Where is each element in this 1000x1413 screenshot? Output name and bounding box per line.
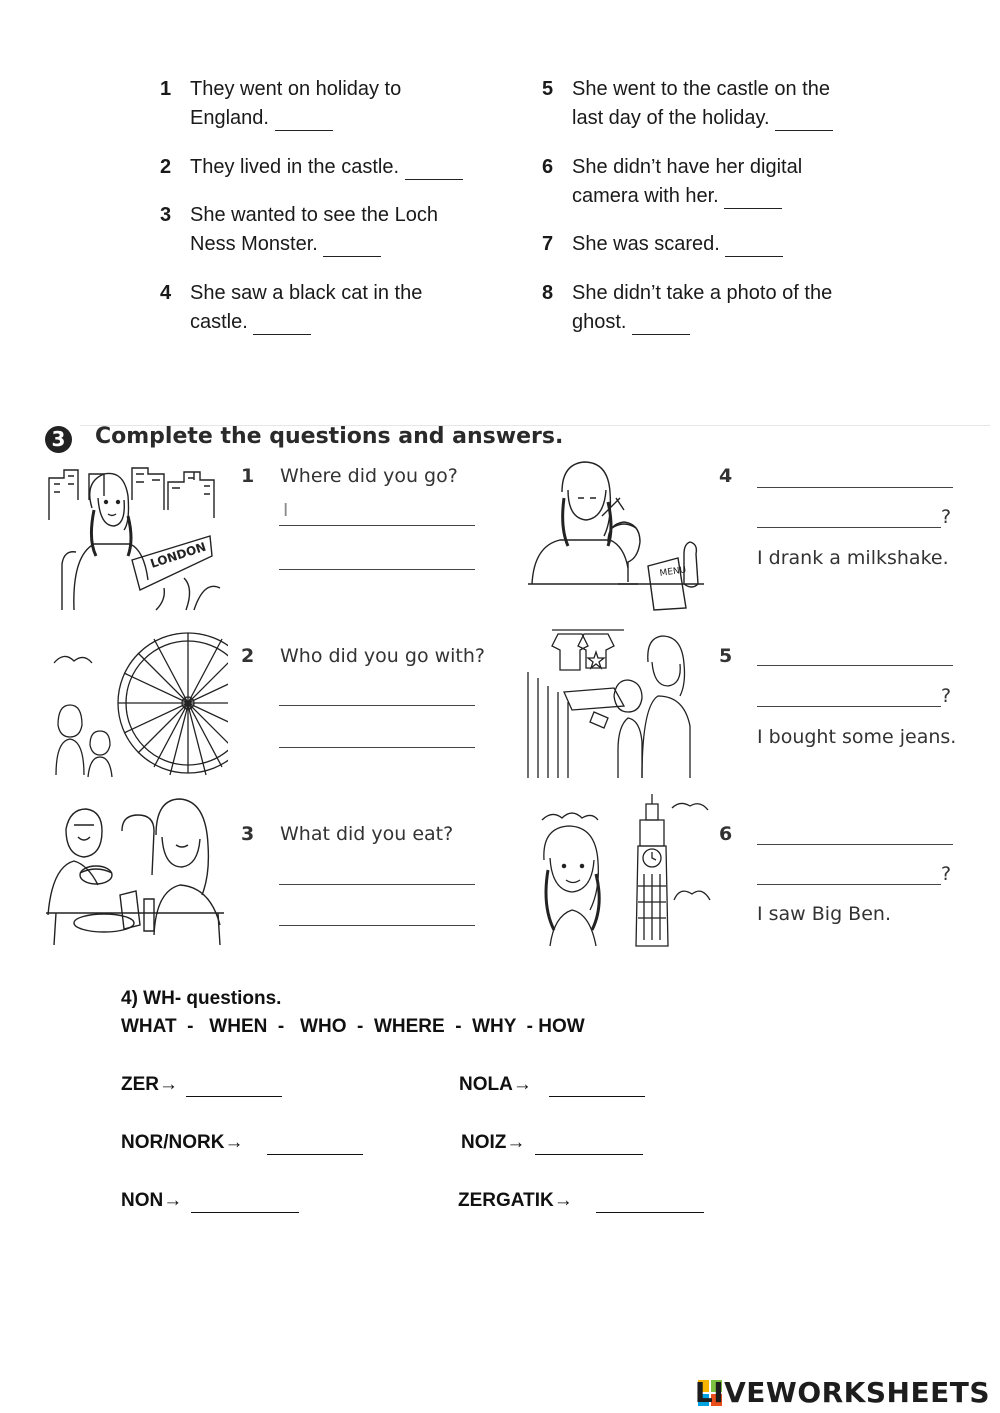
chair-back [122,815,154,875]
statement-text: England. [190,107,269,129]
wh-label-zergatik: ZERGATIK→ [458,1190,573,1211]
clothes-rack [528,630,624,778]
statement-number: 8 [542,282,554,304]
wh-blank-nola[interactable] [549,1074,645,1097]
wh-word-list: WHAT - WHEN - WHO - WHERE - WHY - HOW [121,1016,585,1037]
wh-blank-zergatik[interactable] [596,1190,704,1213]
q6-question-line-2[interactable] [757,862,941,885]
wh-blank-nor-nork[interactable] [267,1132,363,1155]
q1-answer-line-2[interactable] [279,547,475,570]
menu-and-bottle [120,891,154,931]
question-mark: ? [941,863,952,885]
statement-text: She saw a black cat in the [190,282,423,304]
wh-label-noiz: NOIZ→ [461,1132,526,1153]
cloud-right [672,803,708,810]
bush-scribble [194,586,220,610]
q1-answer-line-1[interactable] [279,503,475,526]
wh-label-nola: NOLA→ [459,1074,532,1095]
pepper-grinder [684,542,698,587]
cloud-scribble [54,656,92,663]
q3-answer-line-1[interactable] [279,862,475,885]
woman-figure [154,799,220,935]
picture-eating-burger [44,795,226,945]
picture-london-eye [50,625,228,780]
picture-milkshake [528,458,704,613]
statement-6 [542,153,872,213]
question-number: 3 [241,823,255,845]
two-girls [56,705,112,777]
section4-title: 4) WH- questions. [121,988,282,1009]
ferris-wheel [118,633,228,775]
answer-blank-1[interactable] [275,108,333,131]
statement-4 [160,279,490,339]
city-buildings [49,468,214,520]
q3-answer-line-2[interactable] [279,903,475,926]
section-title: Complete the questions and answers. [95,424,564,449]
statement-text: They went on holiday to [190,78,402,100]
wh-label-non: NON→ [121,1190,183,1211]
clock-tower [636,794,668,946]
statement-text: castle. [190,311,248,333]
wh-label-zer: ZER→ [121,1074,178,1095]
girl-with-burger [48,809,112,915]
answer-blank-5[interactable] [775,108,833,131]
q2-answer-line-1[interactable] [279,683,475,706]
q4-question-line-1[interactable] [757,465,953,488]
q2-answer-line-2[interactable] [279,725,475,748]
question-number: 4 [719,465,733,487]
liveworksheets-logo: LIVEWORKSHEETS [694,1376,990,1409]
question-text: Where did you go? [280,465,458,487]
map-sign [132,536,212,610]
answer-text: I drank a milkshake. [757,547,949,569]
statement-text: She was scared. [572,233,720,255]
statement-8 [542,279,872,339]
statement-number: 3 [160,204,172,226]
statement-text: ghost. [572,311,627,333]
statement-text: She didn’t take a photo of the [572,282,833,304]
wh-blank-non[interactable] [191,1190,299,1213]
question-mark: ? [941,506,952,528]
statement-text: They lived in the castle. [190,156,399,178]
statement-text: She didn’t have her digital [572,156,803,178]
answer-blank-3[interactable] [323,234,381,257]
q5-question-line-2[interactable] [757,684,941,707]
girl-figure [62,473,148,610]
statement-number: 7 [542,233,554,255]
statement-7 [542,230,872,260]
question-text: Who did you go with? [280,645,486,667]
question-mark: ? [941,685,952,707]
wh-blank-zer[interactable] [186,1074,282,1097]
answer-blank-4[interactable] [253,312,311,335]
answer-text: I saw Big Ben. [757,903,891,925]
question-number: 5 [719,645,733,667]
statement-2 [160,153,500,183]
statement-number: 1 [160,78,172,100]
question-number: 1 [241,465,255,487]
q6-question-line-1[interactable] [757,822,953,845]
wh-label-nor-nork: NOR/NORK→ [121,1132,244,1153]
statement-text: Ness Monster. [190,233,318,255]
answer-blank-8[interactable] [632,312,690,335]
statement-text: She wanted to see the Loch [190,204,438,226]
statement-text: She went to the castle on the [572,78,830,100]
answer-text: I bought some jeans. [757,726,957,748]
tree-scribble [674,891,710,900]
cloud-left [542,813,598,820]
statement-3 [160,201,490,261]
map-sign-text: LONDON [148,539,208,571]
picture-shopping [524,622,704,780]
menu-card-text: MENU [659,565,687,579]
question-text: What did you eat? [280,823,454,845]
answer-blank-6[interactable] [724,186,782,209]
girl-figure [544,826,599,946]
statement-number: 4 [160,282,172,304]
answer-blank-7[interactable] [725,234,783,257]
table [46,913,224,945]
statement-5 [542,75,872,135]
answer-prefix: I [283,500,289,521]
girl-drinking [532,462,628,584]
statement-number: 2 [160,156,172,178]
answer-blank-2[interactable] [405,157,463,180]
question-number: 2 [241,645,255,667]
q5-question-line-1[interactable] [757,643,953,666]
q4-question-line-2[interactable] [757,505,941,528]
picture-london-map [44,460,224,612]
statement-number: 6 [542,156,554,178]
statement-text: last day of the holiday. [572,107,770,129]
statement-number: 5 [542,78,554,100]
statement-text: camera with her. [572,185,719,207]
wh-blank-noiz[interactable] [535,1132,643,1155]
milkshake-glass [602,498,640,584]
woman-and-girl [564,636,690,778]
statement-1 [160,75,490,135]
picture-big-ben [540,790,712,948]
section-number-badge: 3 [45,426,72,453]
question-number: 6 [719,823,733,845]
